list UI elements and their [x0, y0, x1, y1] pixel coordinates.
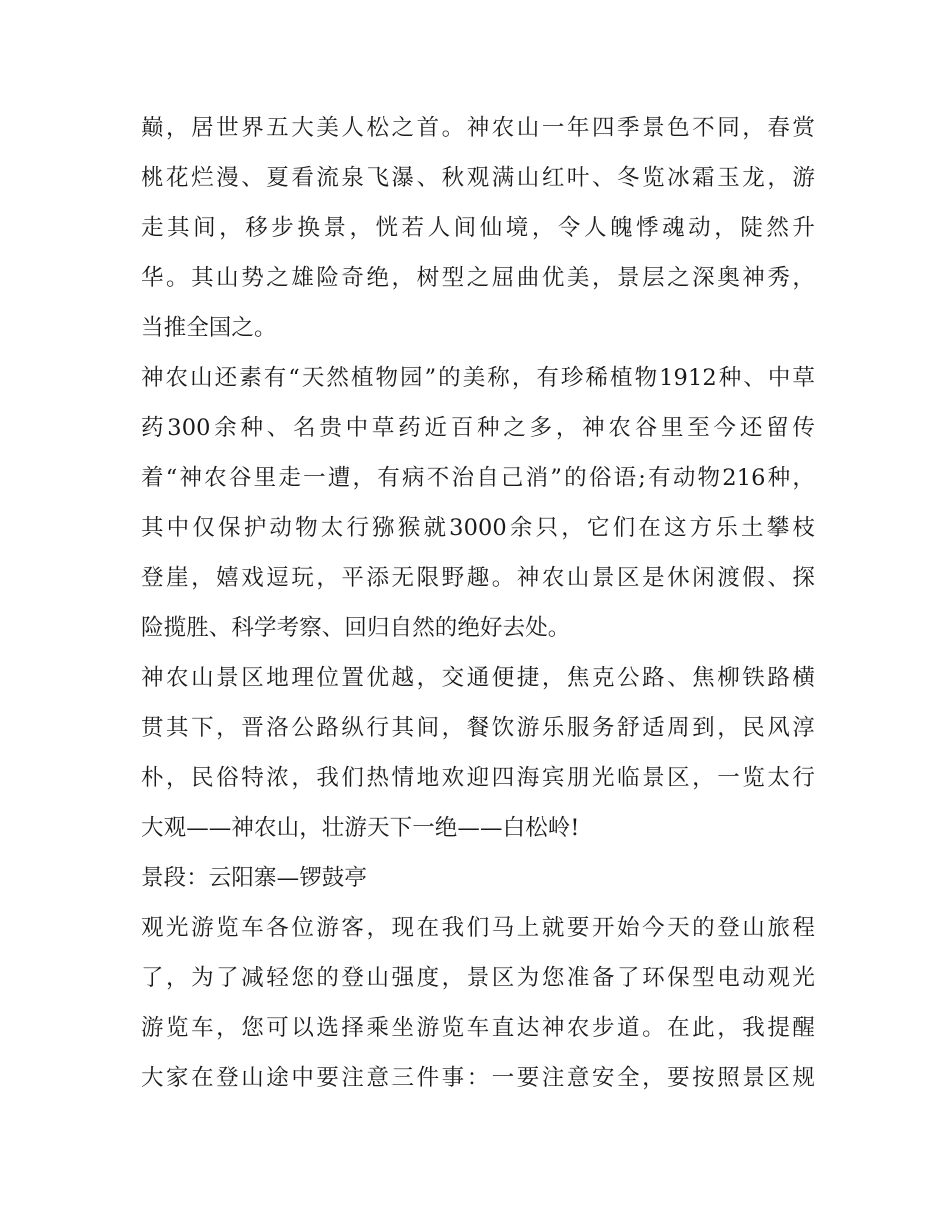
text-line: 大家在登山途中要注意三件事：一要注意安全，要按照景区规	[141, 1065, 815, 1091]
text-line: 桃花烂漫、夏看流泉飞瀑、秋观满山红叶、冬览冰霜玉龙，游	[141, 165, 815, 191]
text-line: 走其间，移步换景，恍若人间仙境，令人魄悸魂动，陡然升	[141, 215, 815, 241]
paragraph-location-transport	[141, 653, 815, 853]
text-line: 贯其下，晋洛公路纵行其间，餐饮游乐服务舒适周到，民风淳	[141, 715, 815, 741]
section-heading: 景段：云阳寨—锣鼓亭	[141, 865, 368, 891]
paragraph-sightseeing-bus	[141, 903, 815, 1103]
text-line: 朴，民俗特浓，我们热情地欢迎四海宾朋光临景区，一览太行	[141, 765, 815, 791]
text-line: 着“神农谷里走一遭，有病不治自己消”的俗语;有动物216种，	[141, 465, 815, 491]
paragraph-pine-and-seasons	[141, 103, 815, 353]
text-line: 神农山景区地理位置优越，交通便捷，焦克公路、焦柳铁路横	[141, 665, 815, 691]
text-line: 巅，居世界五大美人松之首。神农山一年四季景色不同，春赏	[141, 115, 815, 141]
text-line: 登崖，嬉戏逗玩，平添无限野趣。神农山景区是休闲渡假、探	[141, 565, 815, 591]
text-line: 其中仅保护动物太行猕猴就3000余只，它们在这方乐土攀枝	[141, 515, 815, 541]
section-heading-scenic-segment	[141, 853, 815, 903]
text-line: 药300余种、名贵中草药近百种之多，神农谷里至今还留传	[141, 415, 815, 441]
text-line: 当推全国之。	[141, 315, 277, 341]
text-line: 了，为了减轻您的登山强度，景区为您准备了环保型电动观光	[141, 965, 815, 991]
text-line: 游览车，您可以选择乘坐游览车直达神农步道。在此，我提醒	[141, 1015, 815, 1041]
text-line: 险揽胜、科学考察、回归自然的绝好去处。	[141, 615, 571, 641]
text-line: 神农山还素有“天然植物园”的美称，有珍稀植物1912种、中草	[141, 365, 815, 391]
text-line: 华。其山势之雄险奇绝，树型之屈曲优美，景层之深奥神秀，	[141, 265, 815, 291]
document-body	[141, 103, 815, 1103]
text-line: 观光游览车各位游客，现在我们马上就要开始今天的登山旅程	[141, 915, 815, 941]
paragraph-botanical-garden	[141, 353, 815, 653]
text-line: 大观——神农山，壮游天下一绝——白松岭!	[141, 815, 580, 841]
